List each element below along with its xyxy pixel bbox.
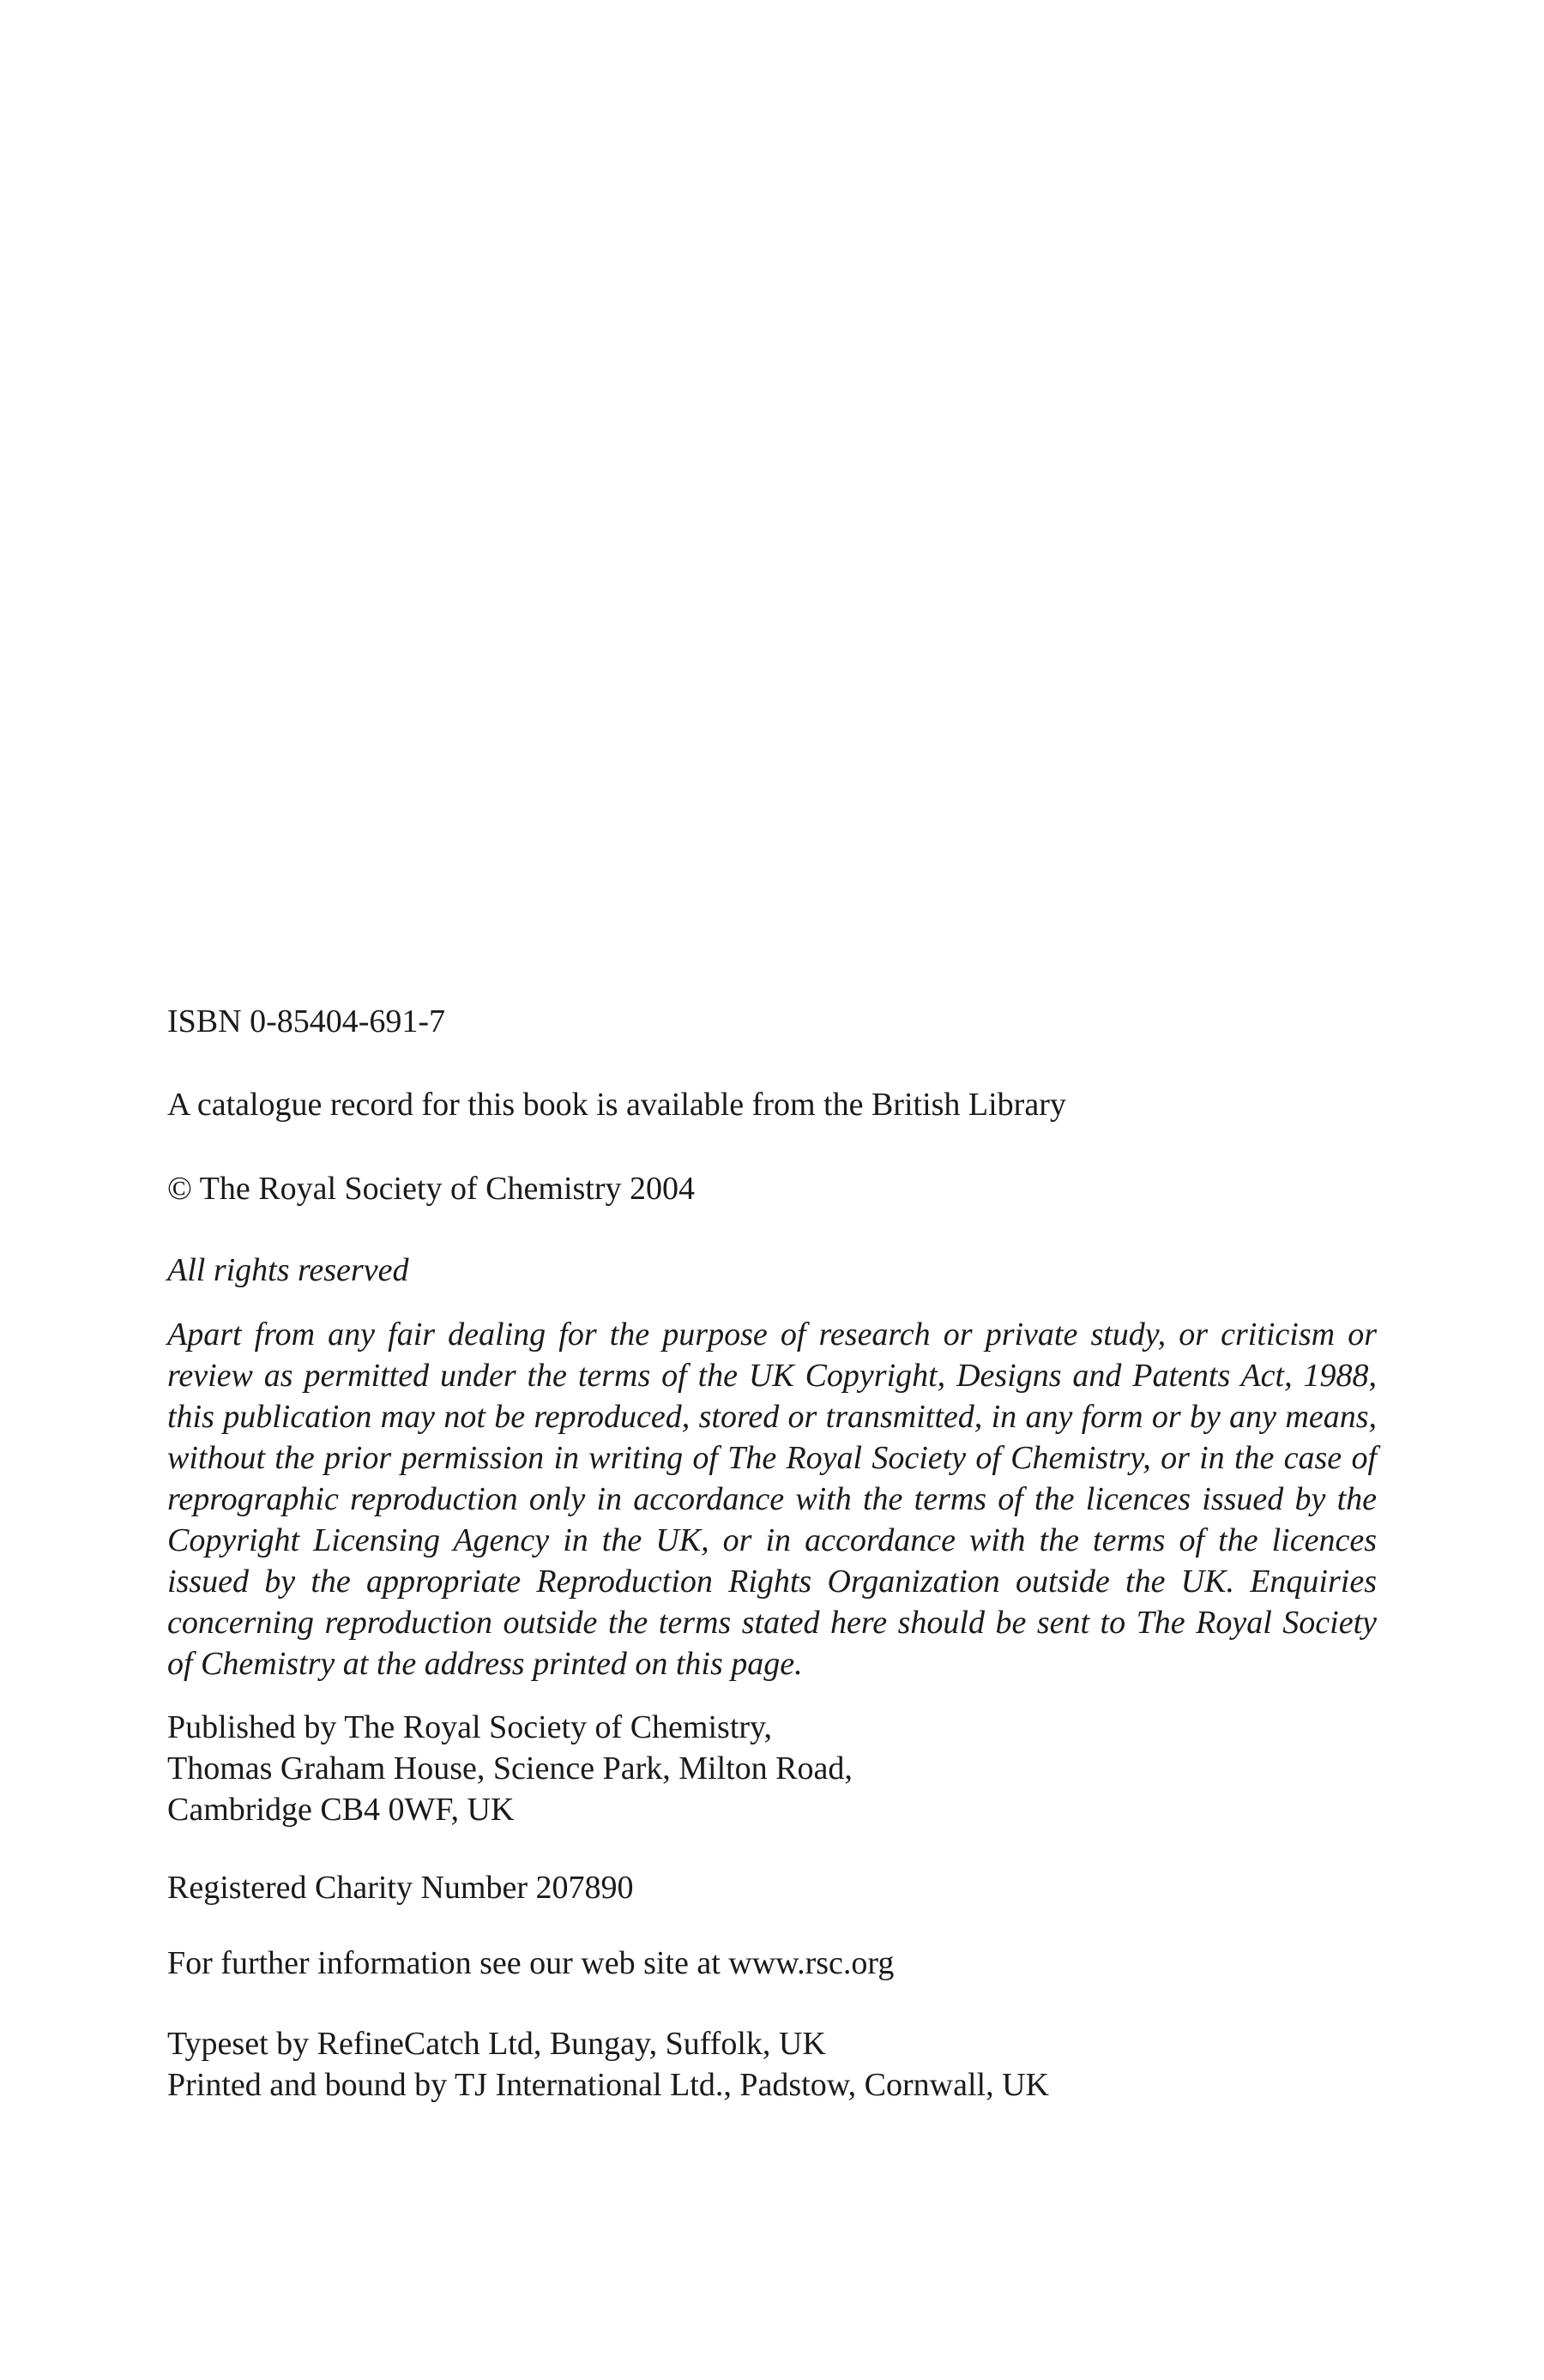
permissions-paragraph: [167, 1314, 1377, 1684]
permissions-line: Apart from any fair dealing for the purpose of research or private study, or criticism or: [167, 1317, 1377, 1353]
charity-number-line: Registered Charity Number 207890: [167, 1870, 634, 1906]
permissions-line: Copyright Licensing Agency in the UK, or in accordance with the terms of the licences: [167, 1522, 1377, 1558]
permissions-line: review as permitted under the terms of the UK Copyright, Designs and Patents Act, 1988,: [167, 1358, 1377, 1394]
permissions-line: reprographic reproduction only in accordance with the terms of the licences issued by the: [167, 1481, 1377, 1517]
permissions-line: without the prior permission in writing of The Royal Society of Chemistry, or in the case of: [167, 1440, 1377, 1476]
catalogue-record-line: A catalogue record for this book is available from the British Library: [167, 1087, 1066, 1123]
permissions-line: issued by the appropriate Reproduction Rights Organization outside the UK. Enquiries: [167, 1564, 1377, 1600]
copyright-line: © The Royal Society of Chemistry 2004: [167, 1171, 695, 1207]
permissions-line: of Chemistry at the address printed on this page.: [167, 1646, 803, 1682]
production-credits: [167, 2023, 1377, 2106]
rights-reserved-line: All rights reserved: [167, 1252, 409, 1288]
publisher-line: Published by The Royal Society of Chemistry,: [167, 1709, 773, 1745]
isbn-line: ISBN 0-85404-691-7: [167, 1003, 446, 1039]
publisher-address: [167, 1707, 1377, 1830]
publisher-line: Thomas Graham House, Science Park, Milton Road,: [167, 1750, 853, 1787]
permissions-line: concerning reproduction outside the terms stated here should be sent to The Royal Society: [167, 1605, 1377, 1641]
publisher-line: Cambridge CB4 0WF, UK: [167, 1792, 515, 1828]
website-line: For further information see our web site at www.rsc.org: [167, 1945, 895, 1981]
permissions-line: this publication may not be reproduced, stored or transmitted, in any form or by any means,: [167, 1399, 1377, 1435]
typeset-line: Typeset by RefineCatch Ltd, Bungay, Suffolk, UK: [167, 2026, 826, 2062]
printed-line: Printed and bound by TJ International Ltd., Padstow, Cornwall, UK: [167, 2067, 1049, 2103]
